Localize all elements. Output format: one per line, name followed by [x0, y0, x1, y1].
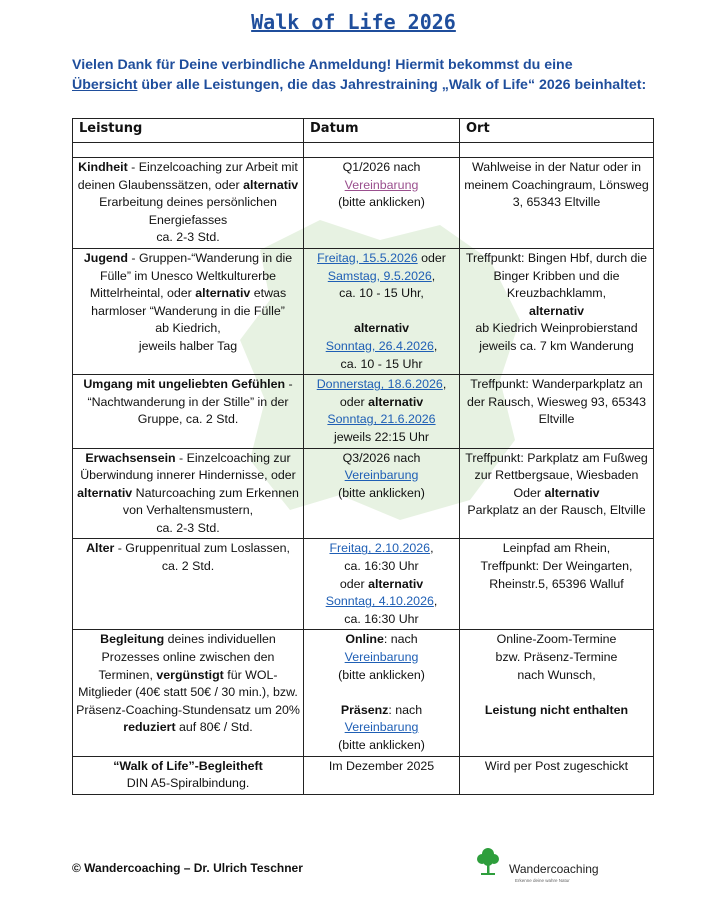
footer-copyright: © Wandercoaching – Dr. Ulrich Teschner	[72, 861, 303, 875]
leistung-cell: “Walk of Life”-Begleitheft DIN A5-Spiralbindung.	[73, 756, 304, 794]
ort-cell: Online-Zoom-Termine bzw. Präsenz-Termine nach Wunsch, Leistung nicht enthalten	[460, 630, 654, 756]
intro-text	[72, 55, 692, 95]
logo-name: Wandercoaching	[509, 862, 599, 876]
table-spacer-row	[73, 143, 654, 158]
datum-cell: Q1/2026 nach Vereinbarung (bitte anklicken)	[304, 158, 460, 249]
datum-cell: Online: nach Vereinbarung (bitte anklicken) Präsenz: nach Vereinbarung (bitte anklicken)	[304, 630, 460, 756]
table-row	[73, 448, 654, 539]
table-row	[73, 756, 654, 794]
ort-cell: Treffpunkt: Bingen Hbf, durch die Binger Kribben und die Kreuzbachklamm, alternativ ab Kiedrich Weinprobierstand jeweils ca. 7 km Wanderung	[460, 248, 654, 374]
table-header-row	[73, 119, 654, 143]
date-link-sunday[interactable]: Sonntag, 21.6.2026	[327, 412, 436, 427]
vereinbarung-link[interactable]: Vereinbarung	[344, 177, 419, 192]
table-row	[73, 539, 654, 630]
leistung-cell: Erwachsensein - Einzelcoaching zur Überwindung innerer Hindernisse, oder alternativ Naturcoaching zum Erkennen von Verhaltensmustern, ca. 2-3 Std.	[73, 448, 304, 539]
vereinbarung-link-praesenz[interactable]: Vereinbarung	[344, 720, 419, 735]
page-title: Walk of Life 2026	[251, 10, 456, 34]
ort-cell: Wahlweise in der Natur oder in meinem Coachingraum, Lönsweg 3, 65343 Eltville	[460, 158, 654, 249]
table-row	[73, 248, 654, 374]
leistung-cell: Begleitung deines individuellen Prozesses online zwischen den Terminen, vergünstigt für WOL-Mitglieder (40€ statt 50€ / 30 min.), bzw. Präsenz-Coaching-Stundensatz um 20% reduziert auf 80€ / Std.	[73, 630, 304, 756]
header-leistung: Leistung	[73, 119, 304, 143]
date-link-sunday[interactable]: Sonntag, 4.10.2026	[325, 594, 434, 609]
logo-tagline: Erkenne deine wahre Natur	[515, 878, 570, 883]
vereinbarung-link-online[interactable]: Vereinbarung	[344, 650, 419, 665]
date-link-sunday[interactable]: Sonntag, 26.4.2026	[325, 338, 434, 353]
ort-cell: Treffpunkt: Wanderparkplatz an der Rausch, Wiesweg 93, 65343 Eltville	[460, 375, 654, 448]
leistung-cell: Umgang mit ungeliebten Gefühlen - “Nachtwanderung in der Stille” in der Gruppe, ca. 2 Std.	[73, 375, 304, 448]
table-row	[73, 375, 654, 448]
header-ort: Ort	[460, 119, 654, 143]
leistung-cell: Jugend - Gruppen-“Wanderung in die Fülle” im Unesco Weltkulturerbe Mittelrheintal, oder alternativ etwas harmloser “Wanderung in die Fülle” ab Kiedrich, jeweils halber Tag	[73, 248, 304, 374]
datum-cell: Im Dezember 2025	[304, 756, 460, 794]
services-table	[72, 118, 654, 795]
date-link-thursday[interactable]: Donnerstag, 18.6.2026	[316, 377, 443, 392]
date-link-saturday[interactable]: Samstag, 9.5.2026	[327, 268, 432, 283]
date-link-friday[interactable]: Freitag, 2.10.2026	[329, 541, 431, 556]
datum-cell: Q3/2026 nach Vereinbarung (bitte anklicken)	[304, 448, 460, 539]
leistung-cell: Kindheit - Einzelcoaching zur Arbeit mit deinen Glaubenssätzen, oder alternativ Erarbeitung deines persönlichen Energiefasses ca. 2-3 Std.	[73, 158, 304, 249]
intro-line-1: Vielen Dank für Deine verbindliche Anmeldung! Hiermit bekommst du eine	[72, 57, 573, 73]
leistung-cell: Alter - Gruppenritual zum Loslassen, ca. 2 Std.	[73, 539, 304, 630]
date-link-friday[interactable]: Freitag, 15.5.2026	[317, 250, 418, 265]
intro-overview-word: Übersicht	[72, 77, 138, 93]
ort-cell: Leinpfad am Rhein, Treffpunkt: Der Weingarten, Rheinstr.5, 65396 Walluf	[460, 539, 654, 630]
datum-cell: Freitag, 15.5.2026 oder Samstag, 9.5.2026, ca. 10 - 15 Uhr, alternativ Sonntag, 26.4.2026, ca. 10 - 15 Uhr	[304, 248, 460, 374]
table-row	[73, 630, 654, 756]
ort-cell: Treffpunkt: Parkplatz am Fußweg zur Rettbergsaue, Wiesbaden Oder alternativ Parkplatz an der Rausch, Eltville	[460, 448, 654, 539]
datum-cell: Freitag, 2.10.2026, ca. 16:30 Uhr oder alternativ Sonntag, 4.10.2026, ca. 16:30 Uhr	[304, 539, 460, 630]
header-datum: Datum	[304, 119, 460, 143]
ort-cell: Wird per Post zugeschickt	[460, 756, 654, 794]
datum-cell: Donnerstag, 18.6.2026, oder alternativ Sonntag, 21.6.2026 jeweils 22:15 Uhr	[304, 375, 460, 448]
table-row	[73, 158, 654, 249]
vereinbarung-link[interactable]: Vereinbarung	[344, 468, 419, 483]
intro-line-2: über alle Leistungen, die das Jahrestraining „Walk of Life“ 2026 beinhaltet:	[137, 77, 647, 93]
